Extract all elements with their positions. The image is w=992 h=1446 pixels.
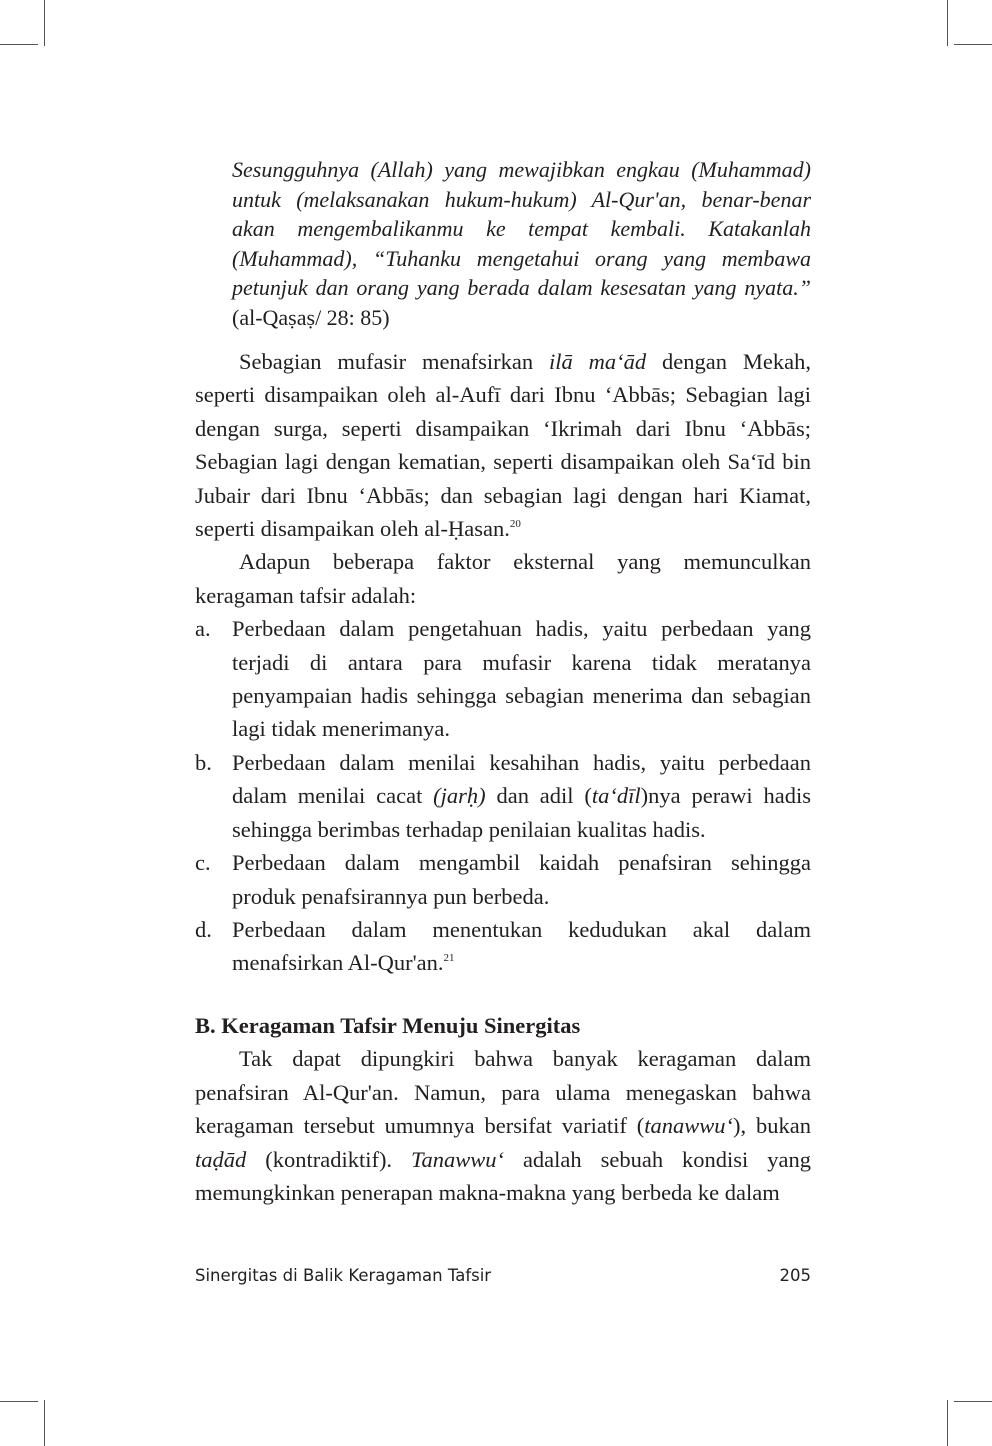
section-italic-3: Tanawwu‘ (411, 1146, 504, 1172)
list-item-text: Perbedaan dalam menilai kesahihan hadis, yaitu perbedaan dalam menilai cacat (232, 749, 811, 809)
page-number: 205 (779, 1266, 811, 1285)
para1-italic-term: ilā ma‘ād (549, 349, 647, 374)
list-item (195, 612, 811, 746)
list-item-text: Perbedaan dalam menentukan kedudukan akal dalam menafsirkan Al-Qur'an. (232, 916, 811, 976)
paragraph-mufasir (195, 345, 811, 545)
factors-list (195, 612, 811, 979)
list-item-text: dan adil ( (485, 783, 592, 809)
footnote-ref-21: 21 (443, 952, 455, 965)
crop-mark-bottom-right-vertical (947, 1400, 948, 1446)
crop-mark-top-left-vertical (44, 0, 45, 46)
footer-book-title: Sinergitas di Balik Keragaman Tafsir (195, 1266, 492, 1285)
footnote-ref-20: 20 (509, 518, 521, 531)
para1-text-2: dengan Mekah, seperti disampaikan oleh al-Aufī dari Ibnu ‘Abbās; Sebagian lagi dengan surga, seperti disampaikan ‘Ikrimah dari Ibnu ‘Abbās; Sebagian lagi dengan kematian, seperti disampaikan oleh Sa‘īd bin Jubair dari Ibnu ‘Abbās; dan sebagian lagi dengan hari Kiamat, seperti disampaikan oleh al-Ḥasan. (195, 349, 811, 542)
list-marker: c. (195, 850, 211, 876)
crop-mark-top-right-horizontal (954, 44, 992, 45)
list-item (195, 746, 811, 846)
list-marker: b. (195, 749, 212, 775)
section-text-1: Tak dapat dipungkiri bahwa banyak keragaman dalam penafsiran Al-Qur'an. Namun, para ulama menegaskan bahwa keragaman tersebut umumnya bersifat variatif ( (195, 1046, 811, 1139)
section-b-paragraph (195, 1042, 811, 1209)
para1-text-1: Sebagian mufasir menafsirkan (239, 349, 550, 374)
section-text-3: (kontradiktif). (246, 1146, 412, 1172)
section-heading: B. Keragaman Tafsir Menuju Sinergitas (195, 1013, 581, 1038)
list-item-text: Perbedaan dalam mengambil kaidah penafsiran sehingga produk penafsirannya pun berbeda. (232, 850, 811, 909)
list-item (195, 846, 811, 913)
list-item (195, 913, 811, 980)
body-text (195, 345, 811, 980)
page-footer (195, 1266, 811, 1285)
section-italic-2: taḍād (195, 1146, 247, 1172)
section-text-4: adalah sebuah kondisi yang memungkinkan penerapan makna-makna yang berbeda ke dalam (195, 1146, 811, 1206)
list-item-italic: (jarḥ) (433, 783, 486, 809)
list-item-italic: ta‘dīl (591, 783, 641, 809)
crop-mark-bottom-left-horizontal (0, 1401, 38, 1402)
crop-mark-top-right-vertical (947, 0, 948, 46)
section-b (195, 1009, 811, 1209)
section-italic-1: tanawwu‘ (644, 1113, 734, 1139)
crop-mark-top-left-horizontal (0, 44, 38, 45)
crop-mark-bottom-left-vertical (44, 1400, 45, 1446)
list-item-text: Perbedaan dalam pengetahuan hadis, yaitu perbedaan yang terjadi di antara para mufasir karena tidak meratanya penyampaian hadis sehingga sebagian menerima dan sebagian lagi tidak menerimanya. (232, 616, 811, 742)
crop-mark-bottom-right-horizontal (954, 1401, 992, 1402)
quote-text: Sesungguhnya (Allah) yang mewajibkan engkau (Muhammad) untuk (melaksanakan hukum-hukum) Al-Qur'an, benar-benar akan mengembalikanmu ke tempat kembali. Katakanlah (Muhammad), “Tuhanku mengetahui orang yang membawa petunjuk dan orang yang berada dalam kesesatan yang nyata.” (232, 157, 811, 300)
list-marker: d. (195, 916, 212, 942)
paragraph-factors-intro: Adapun beberapa faktor eksternal yang memunculkan keragaman tafsir adalah: (195, 549, 811, 608)
quran-translation-quote (232, 155, 811, 332)
list-item-text: )nya perawi hadis sehingga berimbas terhadap penilaian kualitas hadis. (232, 783, 811, 842)
list-marker: a. (195, 616, 211, 642)
quote-citation: (al-Qaṣaṣ/ 28: 85) (232, 304, 390, 330)
section-text-2: ), bukan (733, 1113, 812, 1139)
